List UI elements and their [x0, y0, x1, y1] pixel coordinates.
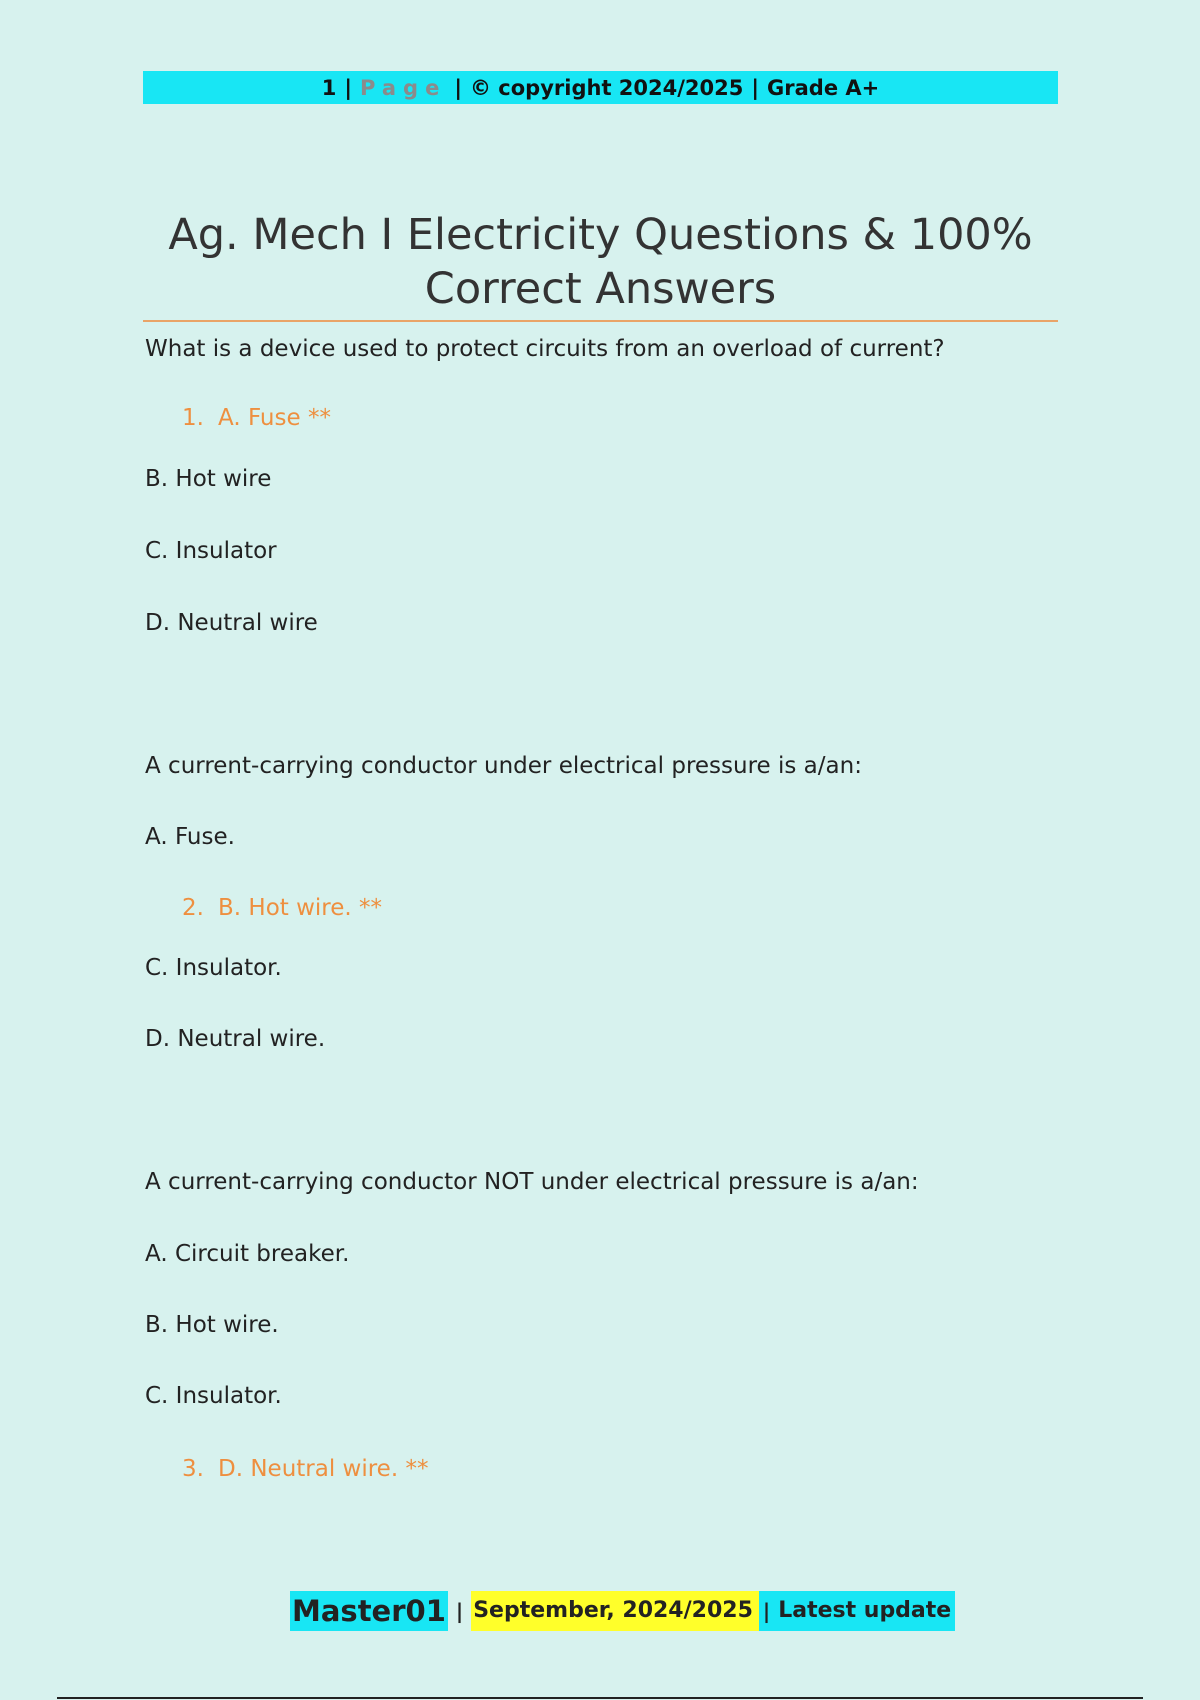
document-title: [143, 208, 1058, 316]
question-1-text: What is a device used to protect circuits from an overload of current?: [145, 336, 945, 362]
answer-text: A. Fuse **: [218, 405, 331, 431]
question-3-answer: [182, 1456, 428, 1482]
page-footer: [290, 1591, 955, 1631]
question-2-answer: [182, 895, 382, 921]
footer-brand: Master01: [290, 1591, 448, 1631]
question-2-option: D. Neutral wire.: [145, 1026, 326, 1052]
answer-number: 2.: [182, 895, 204, 921]
title-line-2: Correct Answers: [424, 264, 777, 314]
answer-text: D. Neutral wire. **: [218, 1456, 429, 1482]
title-divider: [143, 320, 1058, 322]
footer-update: Latest update: [774, 1591, 955, 1631]
question-3-option: B. Hot wire.: [145, 1312, 279, 1338]
question-1-option: B. Hot wire: [145, 466, 272, 492]
question-2-text: A current-carrying conductor under electrical pressure is a/an:: [145, 753, 862, 779]
question-3-text: A current-carrying conductor NOT under electrical pressure is a/an:: [145, 1169, 919, 1195]
answer-number: 1.: [182, 405, 204, 431]
grade-text: Grade A+: [767, 75, 880, 100]
answer-text: B. Hot wire. **: [218, 895, 383, 921]
question-1-answer: [182, 405, 331, 431]
page-header: [143, 71, 1058, 104]
footer-separator: |: [759, 1591, 774, 1631]
answer-number: 3.: [182, 1456, 204, 1482]
footer-date: September, 2024/2025: [471, 1591, 759, 1631]
header-separator: |: [751, 75, 760, 100]
footer-separator: |: [455, 1599, 464, 1623]
header-separator: |: [344, 75, 353, 100]
title-line-1: Ag. Mech I Electricity Questions & 100%: [168, 210, 1033, 260]
question-1-option: C. Insulator: [145, 538, 277, 564]
page-number: 1: [321, 75, 337, 100]
question-3-option: A. Circuit breaker.: [145, 1241, 350, 1267]
header-separator: |: [454, 75, 462, 100]
question-2-option: A. Fuse.: [145, 824, 235, 850]
bottom-divider: [57, 1697, 1143, 1699]
question-1-option: D. Neutral wire: [145, 610, 318, 636]
question-3-option: C. Insulator.: [145, 1383, 282, 1409]
copyright-text: © copyright 2024/2025: [470, 75, 744, 100]
page-word: Page: [360, 75, 447, 100]
question-2-option: C. Insulator.: [145, 955, 282, 981]
